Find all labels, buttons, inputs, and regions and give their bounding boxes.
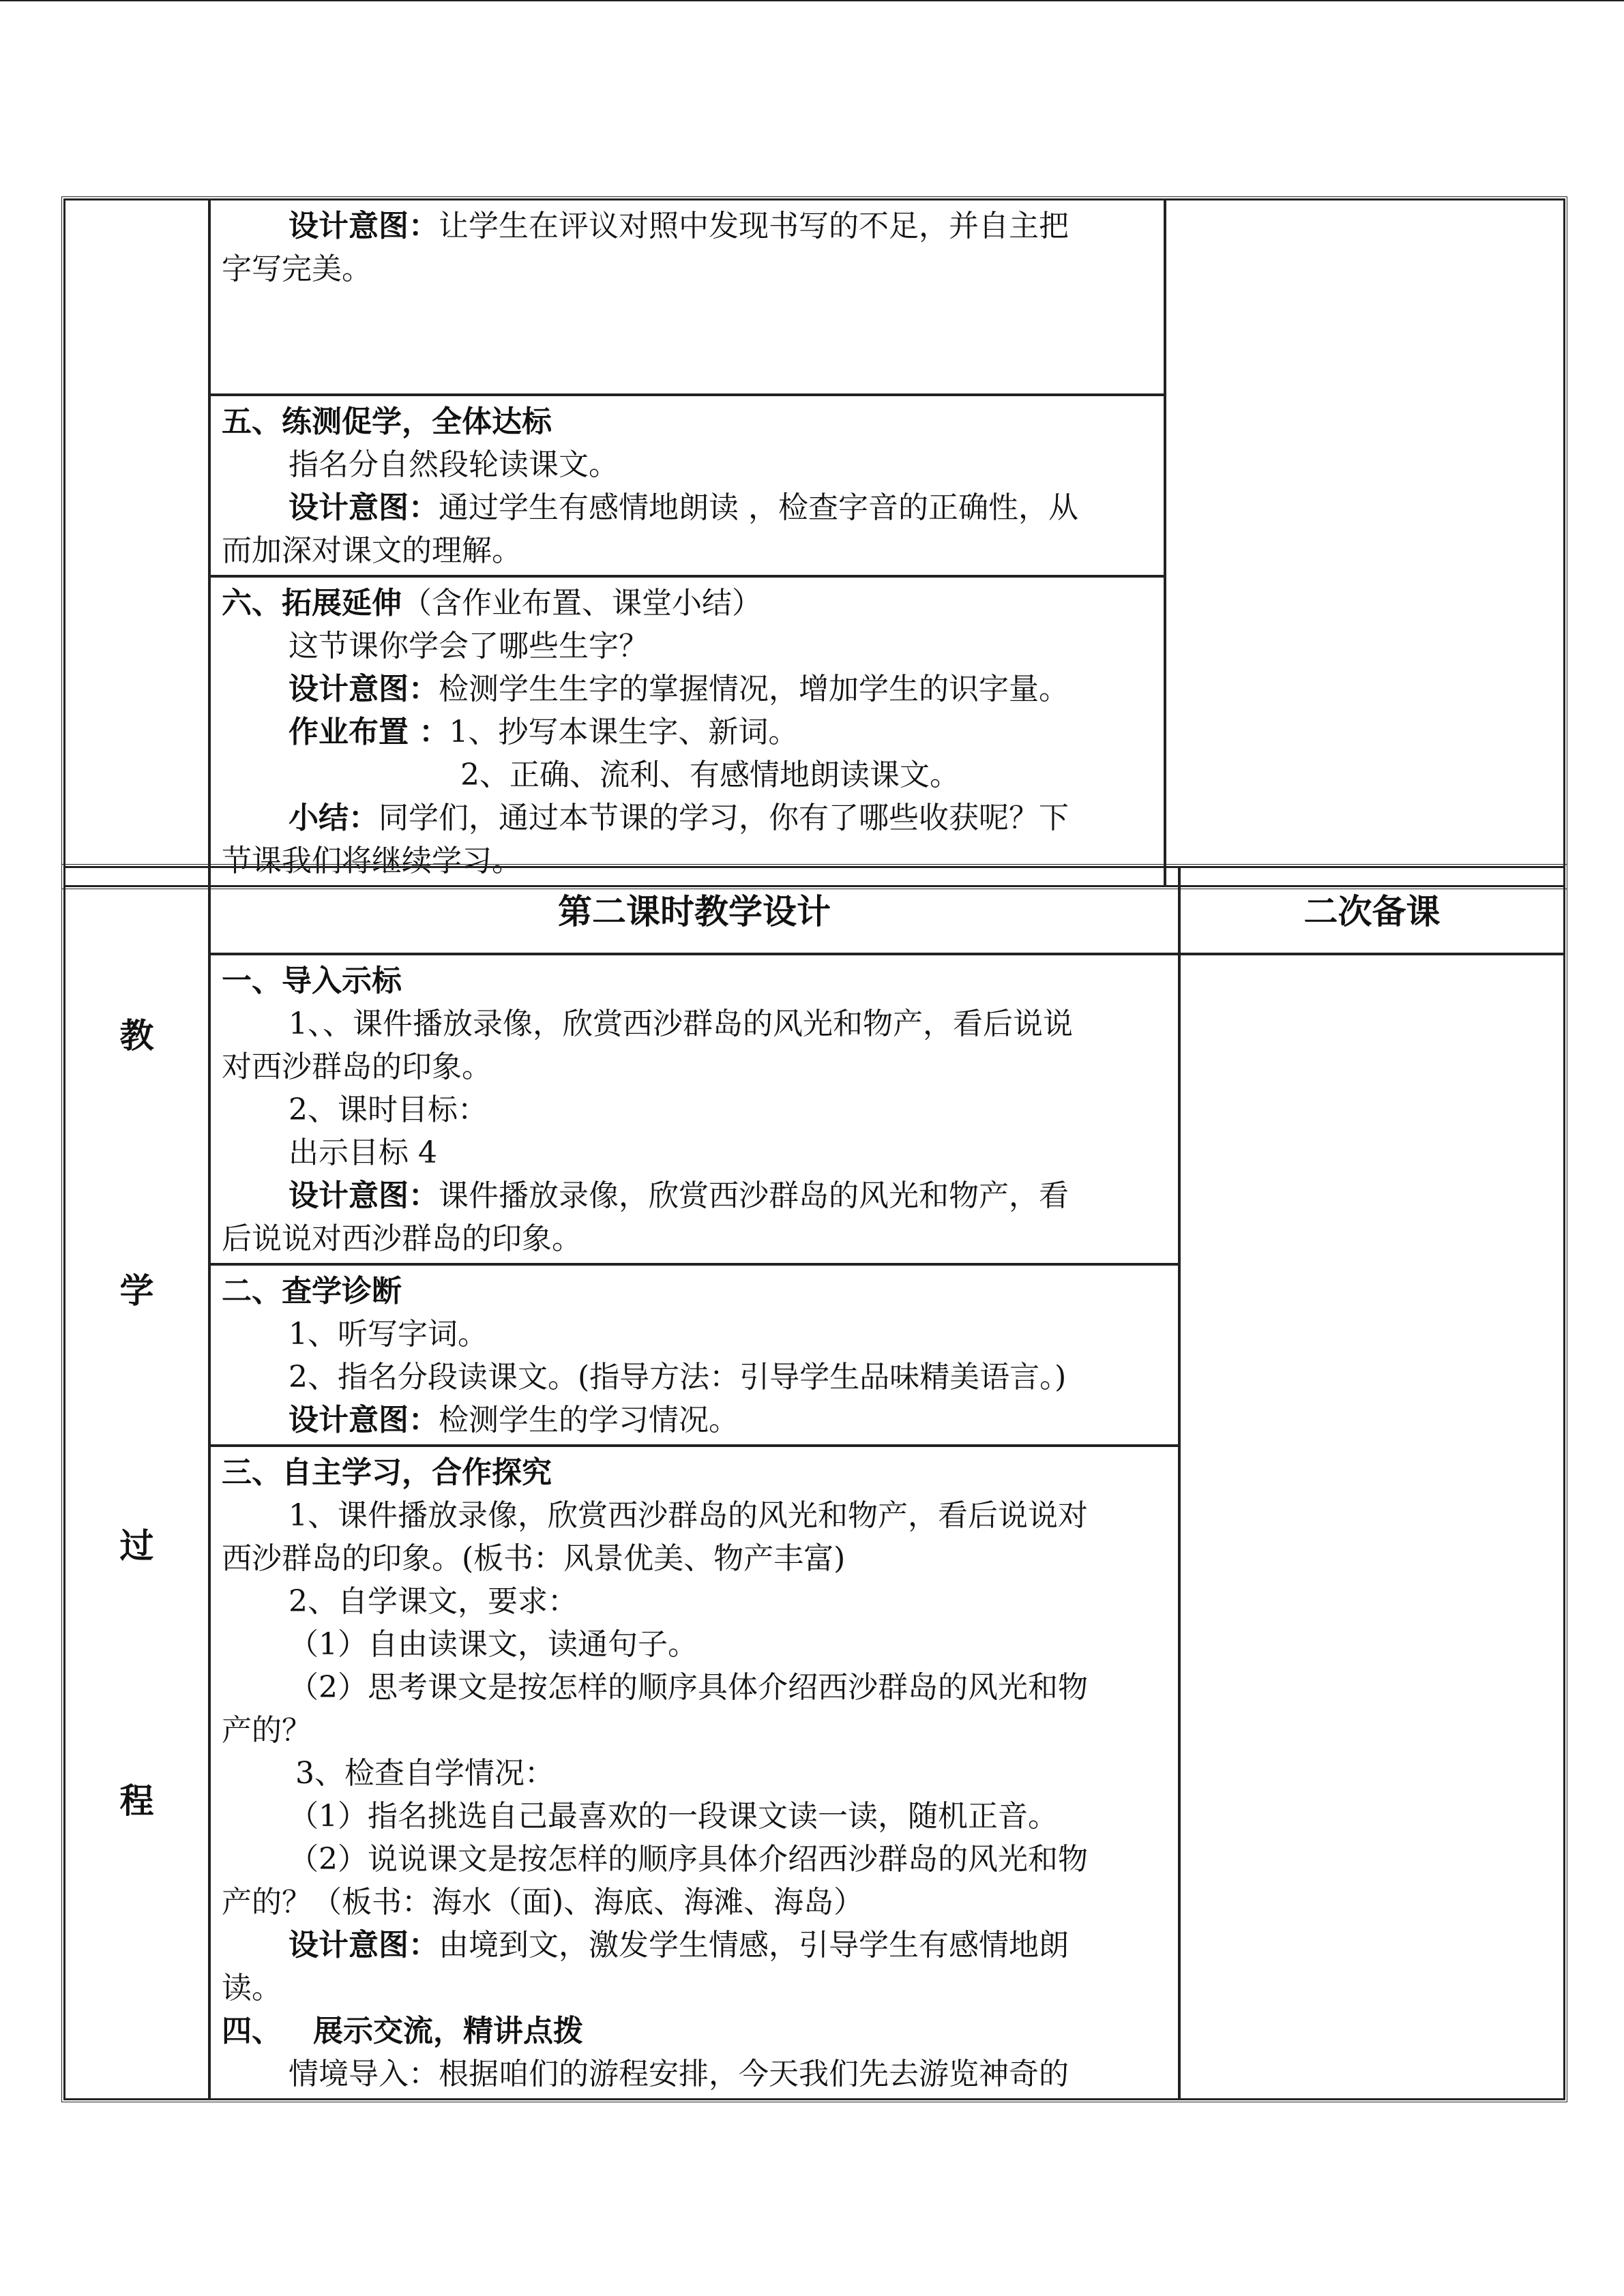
text-line: 产的？（板书：海水（面)、海底、海滩、海岛）	[222, 1885, 864, 1920]
design-intent-label: 设计意图：	[289, 1403, 439, 1437]
text-line: 节课我们将继续学习。	[222, 844, 522, 878]
section-title: 三、自主学习，合作探究	[222, 1455, 552, 1490]
design-intent-line	[222, 205, 1153, 248]
side-label-char: 学	[119, 1270, 154, 1311]
section-title-note: （含作业布置、课堂小结）	[402, 586, 762, 621]
text-line: 出示目标 4	[289, 1135, 437, 1170]
design-intent-line	[222, 1174, 1167, 1217]
design-intent-label: 设计意图：	[289, 490, 439, 525]
intent-cell-1	[209, 199, 1165, 395]
text-line: 1、课件播放录像，欣赏西沙群岛的风光和物产，看后说说对	[289, 1498, 1088, 1533]
text-line: 对西沙群岛的印象。	[222, 1049, 492, 1084]
teaching-process-side-cell	[64, 867, 209, 2100]
text-line: 读。	[222, 1971, 282, 2006]
text-line: 指名分自然段轮读课文。	[289, 447, 619, 482]
upper-lesson-table	[61, 196, 1567, 889]
second-preparation-cell	[1179, 954, 1565, 2100]
design-intent-label: 设计意图：	[289, 1178, 439, 1213]
text-line: 3、检查自学情况：	[295, 1756, 555, 1791]
second-lesson-header: 第二课时教学设计	[209, 867, 1179, 954]
text-line: 而加深对课文的理解。	[222, 533, 522, 568]
text-line: （1）指名挑选自己最喜欢的一段课文读一读，随机正音。	[289, 1799, 1058, 1834]
design-intent-label: 设计意图：	[289, 672, 439, 706]
design-intent-line	[222, 668, 1153, 711]
design-intent-line	[222, 486, 1153, 529]
text-line: 让学生在评议对照中发现书写的不足，并自主把	[439, 209, 1069, 243]
lower-lesson-table	[61, 864, 1567, 2102]
text-line: 这节课你学会了哪些生字？	[289, 629, 649, 664]
text-line: 检测学生生字的掌握情况，增加学生的识字量。	[439, 672, 1069, 706]
design-intent-label: 设计意图：	[289, 209, 439, 243]
section-1-cell	[209, 954, 1179, 1264]
summary-label: 小结：	[289, 801, 379, 835]
section-title: 五、练测促学，全体达标	[222, 404, 552, 439]
section-title: 一、导入示标	[222, 964, 402, 998]
upper-right-cell	[1165, 199, 1565, 886]
homework-label: 作业布置 ：	[289, 715, 449, 749]
section-title: 四、 展示交流，精讲点拨	[222, 2014, 583, 2048]
text-line: （2）说说课文是按怎样的顺序具体介绍西沙群岛的风光和物	[289, 1842, 1088, 1877]
section-title-text: 六、拓展延伸	[222, 586, 402, 621]
text-line: 课件播放录像，欣赏西沙群岛的风光和物产，看	[439, 1178, 1069, 1213]
table-row	[64, 954, 1565, 1264]
text-line: 同学们，通过本节课的学习，你有了哪些收获呢？下	[379, 801, 1069, 835]
text-line: 1、、课件播放录像，欣赏西沙群岛的风光和物产，看后说说	[289, 1007, 1073, 1041]
side-label-char: 程	[119, 1780, 154, 1821]
top-border-line	[0, 0, 1624, 1]
text-line: 字写完美。	[222, 252, 372, 286]
section-title: 二、查学诊断	[222, 1274, 402, 1309]
summary-line	[222, 796, 1153, 839]
text-line: 2、指名分段读课文。(指导方法：引导学生品味精美语言。)	[289, 1360, 1067, 1395]
section-title	[222, 582, 1153, 625]
text-line: 2、课时目标：	[289, 1092, 488, 1127]
text-line: 2、自学课文，要求：	[289, 1584, 578, 1619]
text-line: 西沙群岛的印象。(板书：风景优美、物产丰富)	[222, 1541, 846, 1576]
side-label-char: 教	[119, 1015, 154, 1056]
second-preparation-header: 二次备课	[1179, 867, 1565, 954]
section-5-cell	[209, 395, 1165, 576]
section-3-cell	[209, 1446, 1179, 2100]
text-line: 通过学生有感情地朗读 ，检查字音的正确性，从	[439, 490, 1078, 525]
design-intent-label: 设计意图：	[289, 1928, 439, 1963]
table-header-row	[64, 867, 1565, 954]
text-line: 1、听写字词。	[289, 1317, 488, 1352]
text-line: 由境到文，激发学生情感，引导学生有感情地朗	[439, 1928, 1069, 1963]
section-2-cell	[209, 1264, 1179, 1446]
text-line: （2）思考课文是按怎样的顺序具体介绍西沙群岛的风光和物	[289, 1670, 1088, 1705]
design-intent-line	[222, 1924, 1167, 1967]
text-line: 情境导入：根据咱们的游程安排，今天我们先去游览神奇的	[289, 2057, 1069, 2091]
side-label-char: 过	[119, 1525, 154, 1566]
text-line: （1）自由读课文，读通句子。	[289, 1627, 698, 1662]
section-6-cell	[209, 576, 1165, 886]
text-line: 产的？	[222, 1713, 312, 1748]
table-row	[64, 199, 1565, 395]
text-line: 检测学生的学习情况。	[439, 1403, 739, 1437]
upper-left-cell	[64, 199, 209, 886]
text-line: 后说说对西沙群岛的印象。	[222, 1221, 582, 1256]
design-intent-line	[222, 1399, 1167, 1442]
text-line: 2、正确、流利、有感情地朗读课文。	[460, 758, 960, 792]
homework-line	[222, 711, 1153, 754]
text-line: 1、抄写本课生字、新词。	[449, 715, 799, 749]
